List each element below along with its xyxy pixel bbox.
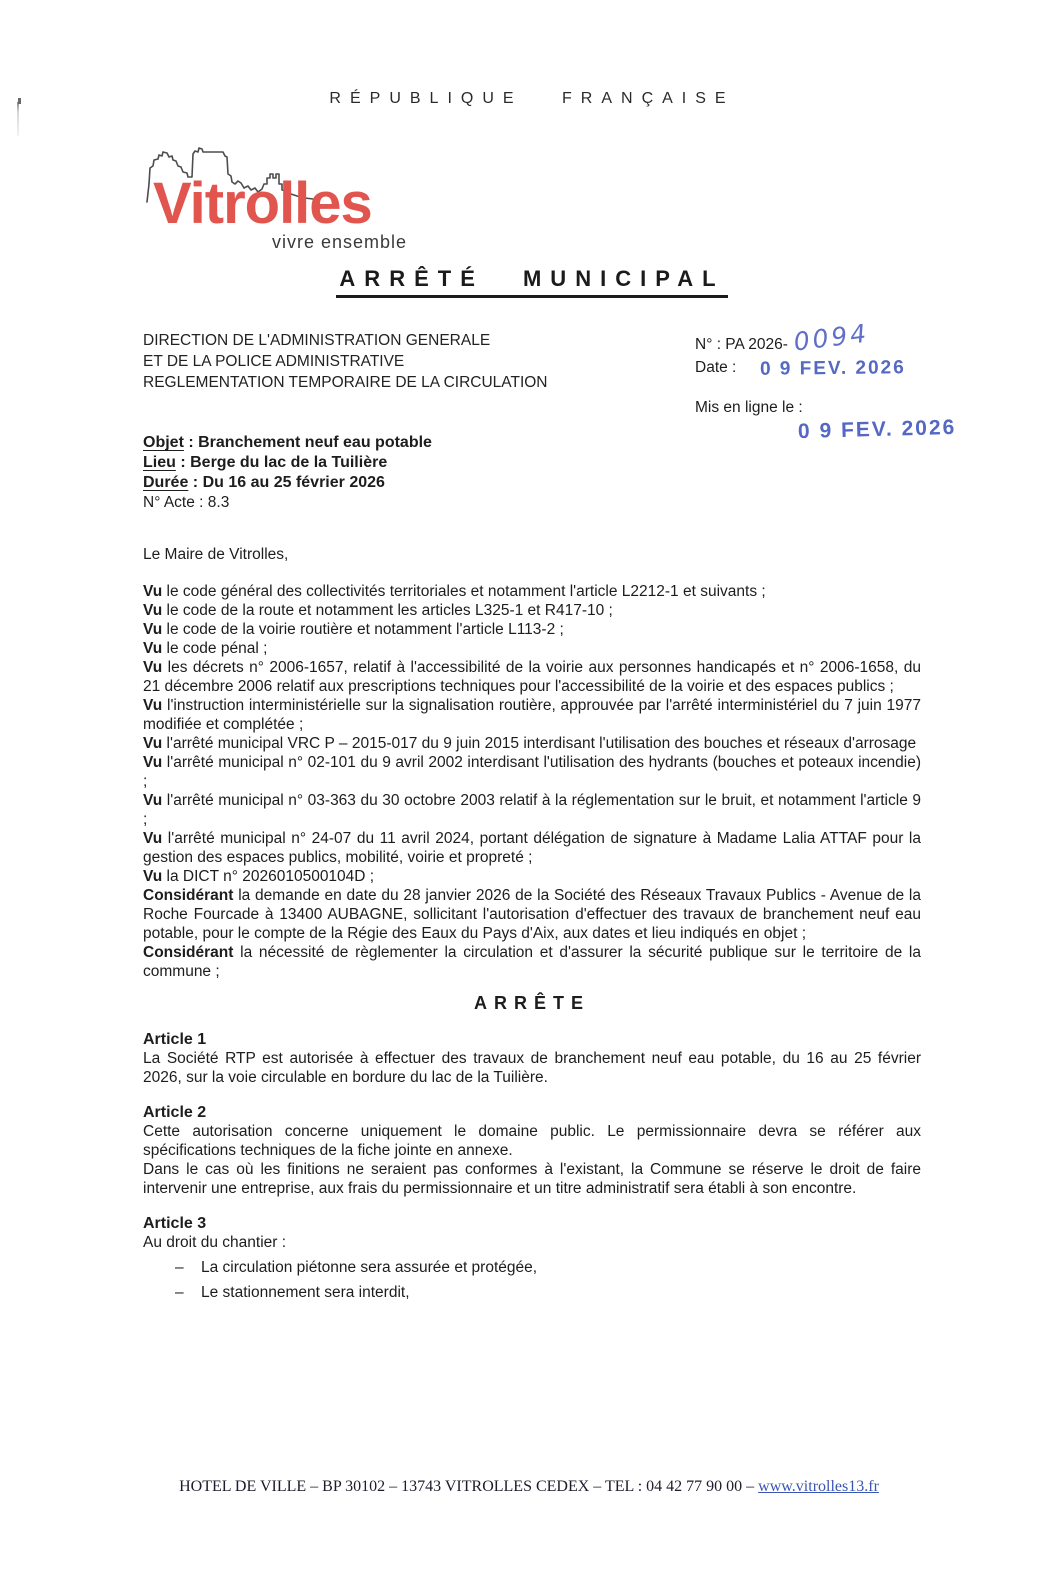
list-item: – Le stationnement sera interdit, — [143, 1280, 921, 1305]
article-3-intro: Au droit du chantier : — [143, 1234, 287, 1251]
salutation: Le Maire de Vitrolles, — [143, 546, 289, 563]
objet-line: Objet : Branchement neuf eau potable — [143, 434, 432, 451]
recital-item: Vu l'arrêté municipal n° 24-07 du 11 avril 2024, portant délégation de signature à Madame Lalia ATTAF pour la gestion des espaces publics, mobilité, voirie et propreté ; — [143, 830, 922, 866]
list-item: – La circulation piétonne sera assurée et protégée, — [143, 1255, 921, 1280]
footer-address: HOTEL DE VILLE – BP 30102 – 13743 VITROLLES CEDEX – TEL : 04 42 77 90 00 – — [179, 1478, 759, 1495]
republic-header: RÉPUBLIQUE FRANÇAISE — [329, 90, 735, 107]
recital-item: Vu l'instruction interministérielle sur la signalisation routière, approuvée par l'arrêté interministériel du 7 juin 1977 modifiée et complétée ; — [143, 697, 921, 733]
recital-item: Vu le code de la voirie routière et notamment l'article L113-2 ; — [143, 621, 564, 638]
article-2 — [143, 1103, 921, 1198]
dash-marker: – — [175, 1284, 184, 1301]
article-2-paragraph: Cette autorisation concerne uniquement le domaine public. Le permissionnaire devra se référer aux spécifications techniques de la fiche jointe en annexe. — [143, 1123, 921, 1159]
reference-block — [695, 318, 957, 444]
duree-line: Durée : Du 16 au 25 février 2026 — [143, 474, 385, 491]
department-line: DIRECTION DE L'ADMINISTRATION GENERALE — [143, 332, 491, 349]
dash-marker: – — [175, 1259, 184, 1276]
recital-item: Vu les décrets n° 2006-1657, relatif à l'accessibilité de la voirie aux personnes handicapés et n° 2006-1658, du 21 décembre 2006 relatif aux prescriptions techniques pour l'accessibilité de la voirie et des espaces publics ; — [143, 659, 921, 695]
date-stamp: 0 9 FEV. 2026 — [760, 357, 907, 380]
acte-line: N° Acte : 8.3 — [143, 494, 230, 511]
recital-item: Vu le code général des collectivités territoriales et notamment l'article L2212-1 et suivants ; — [143, 583, 766, 600]
article-2-paragraph: Dans le cas où les finitions ne seraient pas conformes à l'existant, la Commune se réserve le droit de faire intervenir une entreprise, aux frais du permissionnaire et un titre administratif sera établi à son encontre. — [143, 1161, 921, 1197]
lieu-line: Lieu : Berge du lac de la Tuilière — [143, 454, 388, 471]
recital-item: Vu le code de la route et notamment les articles L325-1 et R417-10 ; — [143, 602, 613, 619]
online-date-stamp: 0 9 FEV. 2026 — [797, 415, 957, 444]
article-3-heading: Article 3 — [143, 1215, 207, 1232]
recital-item: Vu l'arrêté municipal n° 02-101 du 9 avril 2002 interdisant l'utilisation des hydrants (bouches et poteaux incendie) ; — [143, 754, 921, 790]
footer — [0, 1478, 1058, 1496]
article-3 — [143, 1214, 921, 1305]
article-1 — [143, 1030, 921, 1087]
page-title: ARRÊTÉ MUNICIPAL — [336, 266, 727, 298]
recital-item: Considérant la demande en date du 28 janvier 2026 de la Société des Réseaux Travaux Publics - Avenue de la Roche Fourcade à 13400 AUBAGNE, sollicitant l'autorisation d'effectuer des travaux de branchement neuf eau potable, pour le compte de la Régie des Eaux du Pays d'Aix, aux dates et lieu indiqués en objet ; — [143, 887, 921, 942]
article-1-heading: Article 1 — [143, 1031, 207, 1048]
recital-item: Vu le code pénal ; — [143, 640, 268, 657]
document-page — [0, 90, 1058, 1586]
recital-item: Considérant la nécessité de règlementer la circulation et d'assurer la sécurité publique sur le territoire de la commune ; — [143, 944, 921, 980]
handwritten-number: 0094 — [792, 318, 871, 357]
department-line: REGLEMENTATION TEMPORAIRE DE LA CIRCULATION — [143, 374, 548, 391]
online-label: Mis en ligne le : — [695, 399, 803, 416]
arrete-heading: ARRÊTE — [473, 993, 590, 1013]
reference-number-line: N° : PA 2026- 0094 — [695, 318, 871, 357]
logo-tagline: vivre ensemble — [272, 232, 408, 252]
article-2-heading: Article 2 — [143, 1104, 207, 1121]
recitals-block — [143, 582, 921, 981]
meta-block — [143, 433, 921, 513]
recital-item: Vu l'arrêté municipal VRC P – 2015-017 du 9 juin 2015 interdisant l'utilisation des bouches et réseaux d'arrosage — [143, 735, 917, 752]
recital-item: Vu la DICT n° 2026010500104D ; — [143, 868, 375, 885]
department-line: ET DE LA POLICE ADMINISTRATIVE — [143, 353, 405, 370]
article-1-paragraph: La Société RTP est autorisée à effectuer des travaux de branchement neuf eau potable, du 16 au 25 février 2026, sur la voie circulable en bordure du lac de la Tuilière. — [143, 1050, 921, 1086]
reference-date-line: Date : 0 9 FEV. 2026 — [695, 357, 907, 380]
scan-artifact — [17, 102, 19, 136]
recital-item: Vu l'arrêté municipal n° 03-363 du 30 octobre 2003 relatif à la réglementation sur le bruit, et notamment l'article 9 ; — [143, 792, 921, 828]
logo-wordmark: Vitrolles — [153, 171, 372, 236]
footer-website-link[interactable]: www.vitrolles13.fr — [758, 1478, 879, 1495]
vitrolles-logo — [143, 144, 463, 256]
article-3-bullets — [143, 1255, 921, 1305]
